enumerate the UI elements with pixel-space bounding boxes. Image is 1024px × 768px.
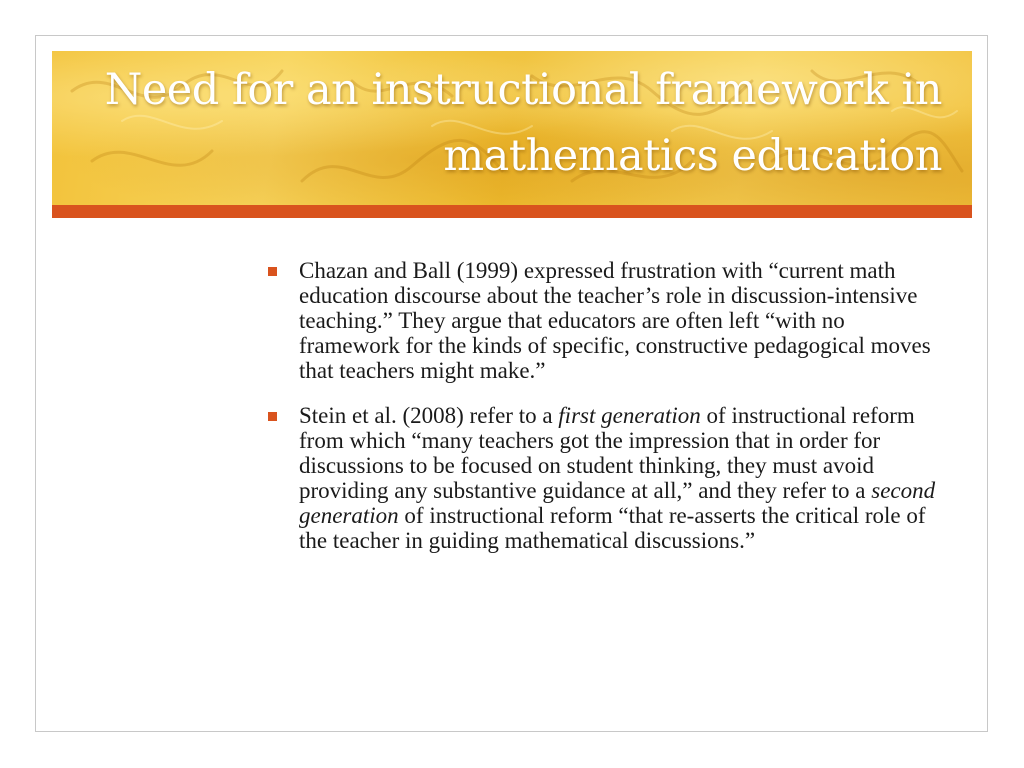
bullet-emphasis: second generation (299, 478, 936, 528)
slide-title-line1: Need for an instructional framework in (104, 65, 942, 115)
bullet-item (268, 403, 948, 553)
bullet-item (268, 258, 948, 383)
bullet-text-part: of instructional reform “that re-asserts the critical role of the teacher in guiding mathematical discussions.” (299, 503, 926, 553)
title-banner (52, 51, 972, 205)
bullet-text-part: of instructional reform from which “many teachers got the impression that in order for discussions to be focused on student thinking, they must avoid providing any substantive guidance at all,” and they refer to a (299, 403, 915, 503)
bullet-text-part: Stein et al. (2008) refer to a (299, 403, 559, 428)
square-bullet-icon (268, 267, 277, 276)
bullet-list (268, 258, 948, 573)
bullet-text: Chazan and Ball (1999) expressed frustration with “current math education discourse about the teacher’s role in discussion-intensive teaching.” They argue that educators are often left “with no framework for the kinds of specific, constructive pedagogical moves that teachers might make.” (299, 258, 931, 383)
bullet-emphasis: first generation (558, 403, 701, 428)
slide-title-line2: mathematics education (443, 131, 942, 181)
slide-title (62, 57, 942, 189)
title-accent-bar (52, 205, 972, 218)
square-bullet-icon (268, 412, 277, 421)
